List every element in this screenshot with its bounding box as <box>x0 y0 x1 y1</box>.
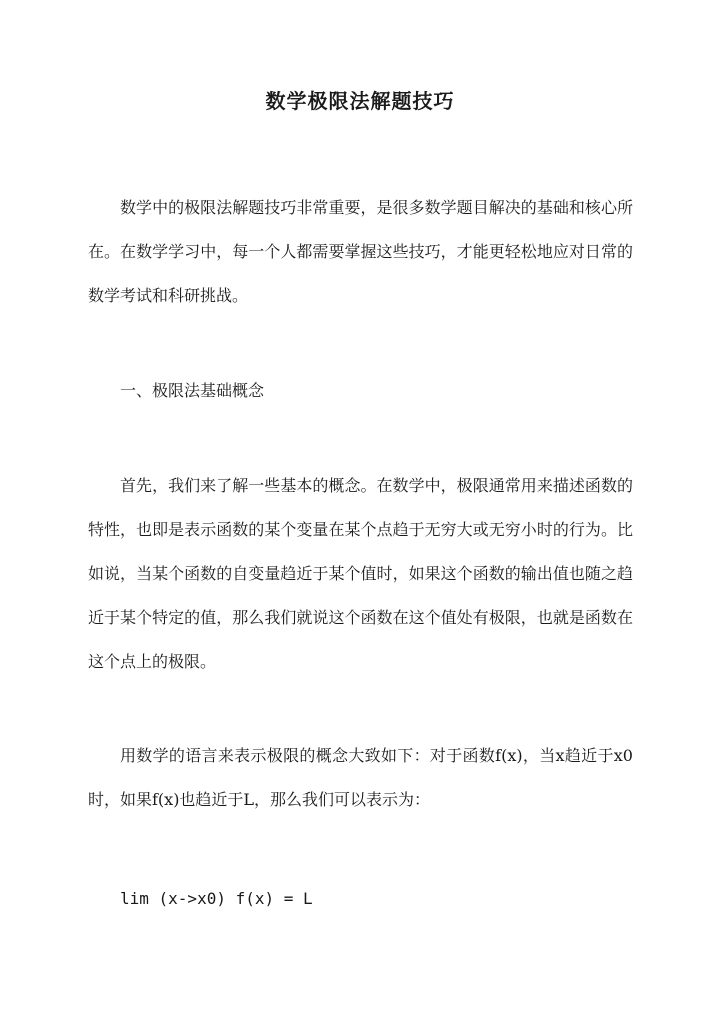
document-title: 数学极限法解题技巧 <box>265 89 455 113</box>
notation-paragraph: 用数学的语言来表示极限的概念大致如下：对于函数f(x)，当x趋近于x0时，如果f(x)也趋近于L，那么我们可以表示为： <box>88 746 633 809</box>
section-heading-basic-concepts: 一、极限法基础概念 <box>120 381 265 400</box>
concept-paragraph: 首先，我们来了解一些基本的概念。在数学中，极限通常用来描述函数的特性，也即是表示函数的某个变量在某个点趋于无穷大或无穷小时的行为。比如说，当某个函数的自变量趋近于某个值时，如果这个函数的输出值也随之趋近于某个特定的值，那么我们就说这个函数在这个值处有极限，也就是函数在这个点上的极限。 <box>88 476 633 671</box>
limit-formula: lim (x->x0) f(x) = L <box>120 889 313 908</box>
intro-paragraph: 数学中的极限法解题技巧非常重要，是很多数学题目解决的基础和核心所在。在数学学习中，每一个人都需要掌握这些技巧，才能更轻松地应对日常的数学考试和科研挑战。 <box>88 198 633 305</box>
